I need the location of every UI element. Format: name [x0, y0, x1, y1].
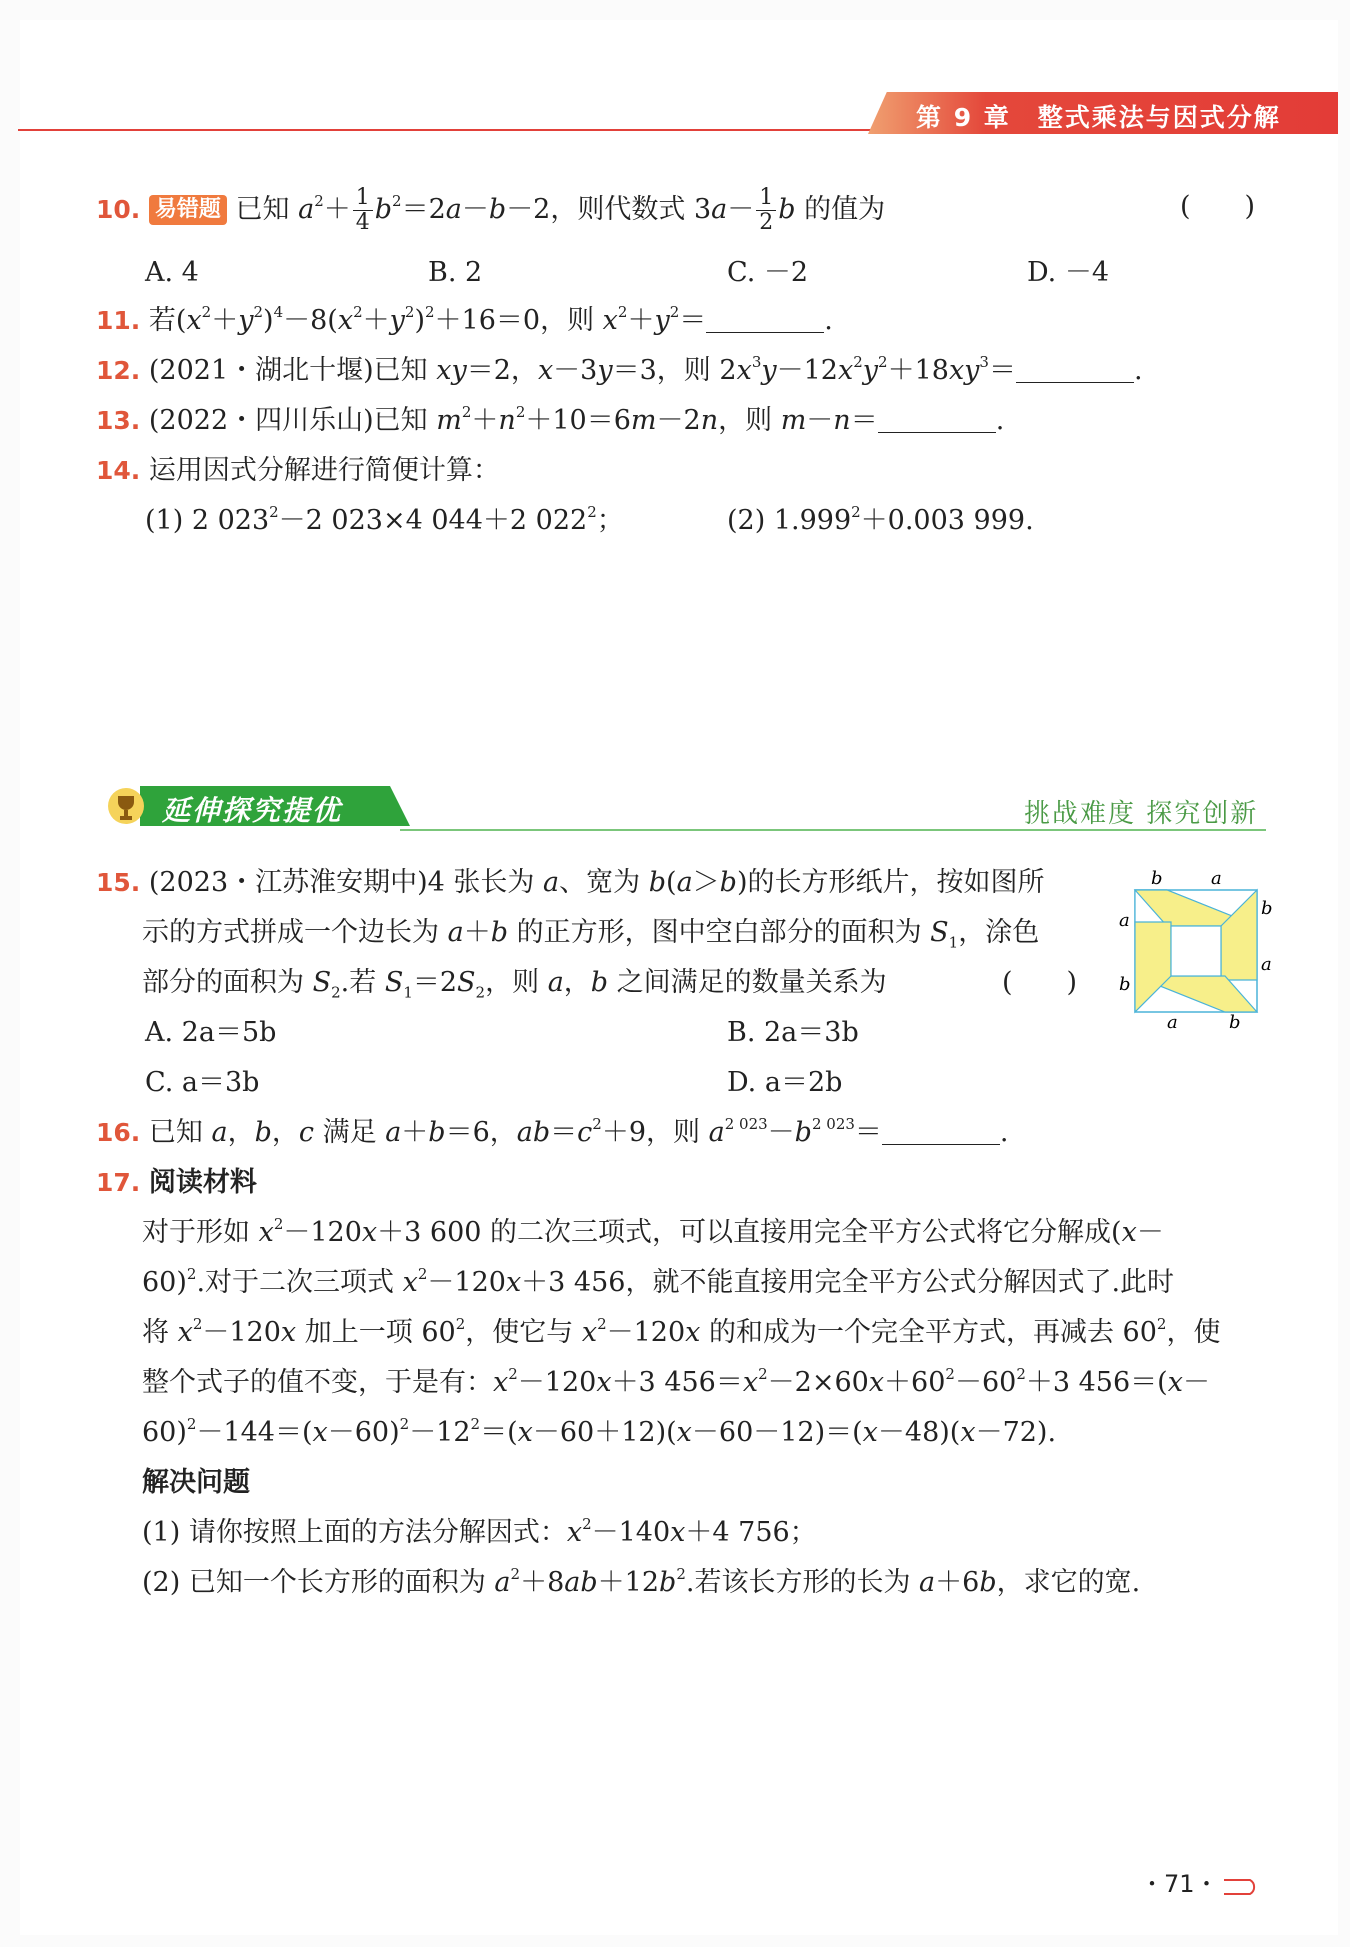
material-line-2: 60)$^2$.对于二次三项式 $x^2-120x+3$ 456，就不能直接用完全平方公式分解因式了.此时 [142, 1265, 1175, 1298]
figure-label: b [1119, 974, 1131, 995]
subquestion-17-2: (2) 已知一个长方形的面积为 $a^2+8ab+12b^2$.若该长方形的长为 a＋6b，求它的宽. [142, 1565, 1141, 1598]
question-text: 4 张长为 a、宽为 b(a＞b)的长方形纸片，按如图所 [427, 867, 1045, 898]
error-prone-badge: 易错题 [149, 195, 227, 225]
question-number: 14. [96, 456, 141, 485]
question-number: 12. [96, 356, 141, 385]
figure-label: b [1261, 898, 1273, 919]
page-number: ・71・ [1140, 1870, 1219, 1898]
chapter-title: 第 9 章 整式乘法与因式分解 [916, 103, 1281, 132]
question-11 [96, 304, 833, 338]
option-a: A. 2a＝5b [145, 1017, 277, 1048]
question-source: (2023・江苏淮安期中) [148, 867, 428, 898]
figure-label: a [1167, 1012, 1178, 1030]
material-line-1: 对于形如 $x^2-120x+3$ 600 的二次三项式，可以直接用完全平方公式将它分解成(x－ [142, 1215, 1164, 1248]
question-number: 15. [96, 868, 141, 897]
question-source: (2021・湖北十堰) [148, 355, 374, 386]
option-b: B. 2a＝3b [727, 1017, 859, 1048]
option-d: D. a＝2b [727, 1067, 843, 1098]
subquestion-17-1: (1) 请你按照上面的方法分解因式：$x^2-140x+4$ 756； [142, 1515, 817, 1548]
subquestion-14-2: (2) $1.999^2+0.003$ 999. [727, 503, 1034, 536]
question-number: 11. [96, 306, 141, 335]
option-b: B. 2 [428, 257, 483, 288]
question-text: 已知 xy＝2，x－3y＝3，则 $2x^3y-12x^2y^2+18xy^3=$ . [373, 353, 1143, 386]
question-15-line-2: 示的方式拼成一个边长为 a＋b 的正方形，图中空白部分的面积为 $S_1$，涂色 [142, 917, 1040, 952]
question-14 [96, 454, 500, 488]
figure-label: b [1229, 1012, 1241, 1030]
question-16 [96, 1116, 1009, 1150]
question-number: 13. [96, 406, 141, 435]
subquestion-14-1: (1) 2 $023^2-2$ 023×4 044＋2 $022^2$； [145, 503, 624, 536]
question-text: 已知 $m^2+n^2+10=6m-2n$，则 m－n＝ . [373, 403, 1005, 436]
figure-label: a [1261, 954, 1272, 975]
question-10 [96, 186, 885, 235]
section-subtitle: 挑战难度 探究创新 [1024, 799, 1259, 829]
option-c: C. a＝3b [145, 1067, 260, 1098]
question-12 [96, 354, 1143, 388]
material-line-4: 整个式子的值不变，于是有：$x^2-120x+3$ $456=x^2-2\times 60x+60^2-60^2+3$ 456＝(x－ [142, 1365, 1210, 1398]
figure-label: b [1151, 868, 1163, 889]
question-15-line-1 [96, 866, 1045, 900]
figure-label: a [1119, 910, 1130, 931]
option-c: C. －2 [727, 257, 809, 288]
question-13 [96, 404, 1004, 438]
question-text: 已知 a，b，c 满足 a＋b＝6，$ab=c^2+9$，则 $a^{2 023}-b^{2 023}=$ . [148, 1115, 1009, 1148]
material-line-5: $60)^2-144=(x-60)^2-12^2=(x-60+12)(x-60-12)=(x-48)(x-72)$. [142, 1415, 1057, 1448]
question-17 [96, 1166, 257, 1200]
question-number: 16. [96, 1118, 141, 1147]
option-a: A. 4 [145, 257, 199, 288]
question-number: 10. [96, 195, 141, 224]
question-text: 若$(x^2+y^2)^4-8(x^2+y^2)^2+16=0$，则 $x^2+y^2=$ . [148, 303, 833, 336]
answer-paren: ( ) [1002, 967, 1078, 998]
material-line-3: 将 $x^2-120x$ 加上一项 $60^2$，使它与 $x^2-120x$ 的和成为一个完全平方式，再减去 $60^2$，使 [142, 1315, 1221, 1348]
section-title: 延伸探究提优 [162, 794, 343, 827]
question-text: 已知 $a^2+$ $\frac{1}{4}$ $b^2=2a-b-2$，则代数式 3a－ $\frac{1}{2}$ b 的值为 [235, 185, 886, 235]
solve-problem-title: 解决问题 [142, 1467, 250, 1498]
figure-label: a [1211, 868, 1222, 889]
question-15-line-3: 部分的面积为 $S_2$.若 $S_1=2S_2$，则 a，b 之间满足的数量关系为 [142, 967, 887, 1002]
question-text: 运用因式分解进行简便计算： [148, 455, 500, 486]
option-d: D. －4 [1027, 257, 1110, 288]
answer-paren: ( ) [1180, 191, 1256, 222]
reading-material-title: 阅读材料 [148, 1167, 257, 1198]
square-tiling-figure [1115, 862, 1275, 1030]
question-number: 17. [96, 1168, 141, 1197]
page-curl-icon [1222, 1872, 1258, 1896]
question-source: (2022・四川乐山) [148, 405, 374, 436]
